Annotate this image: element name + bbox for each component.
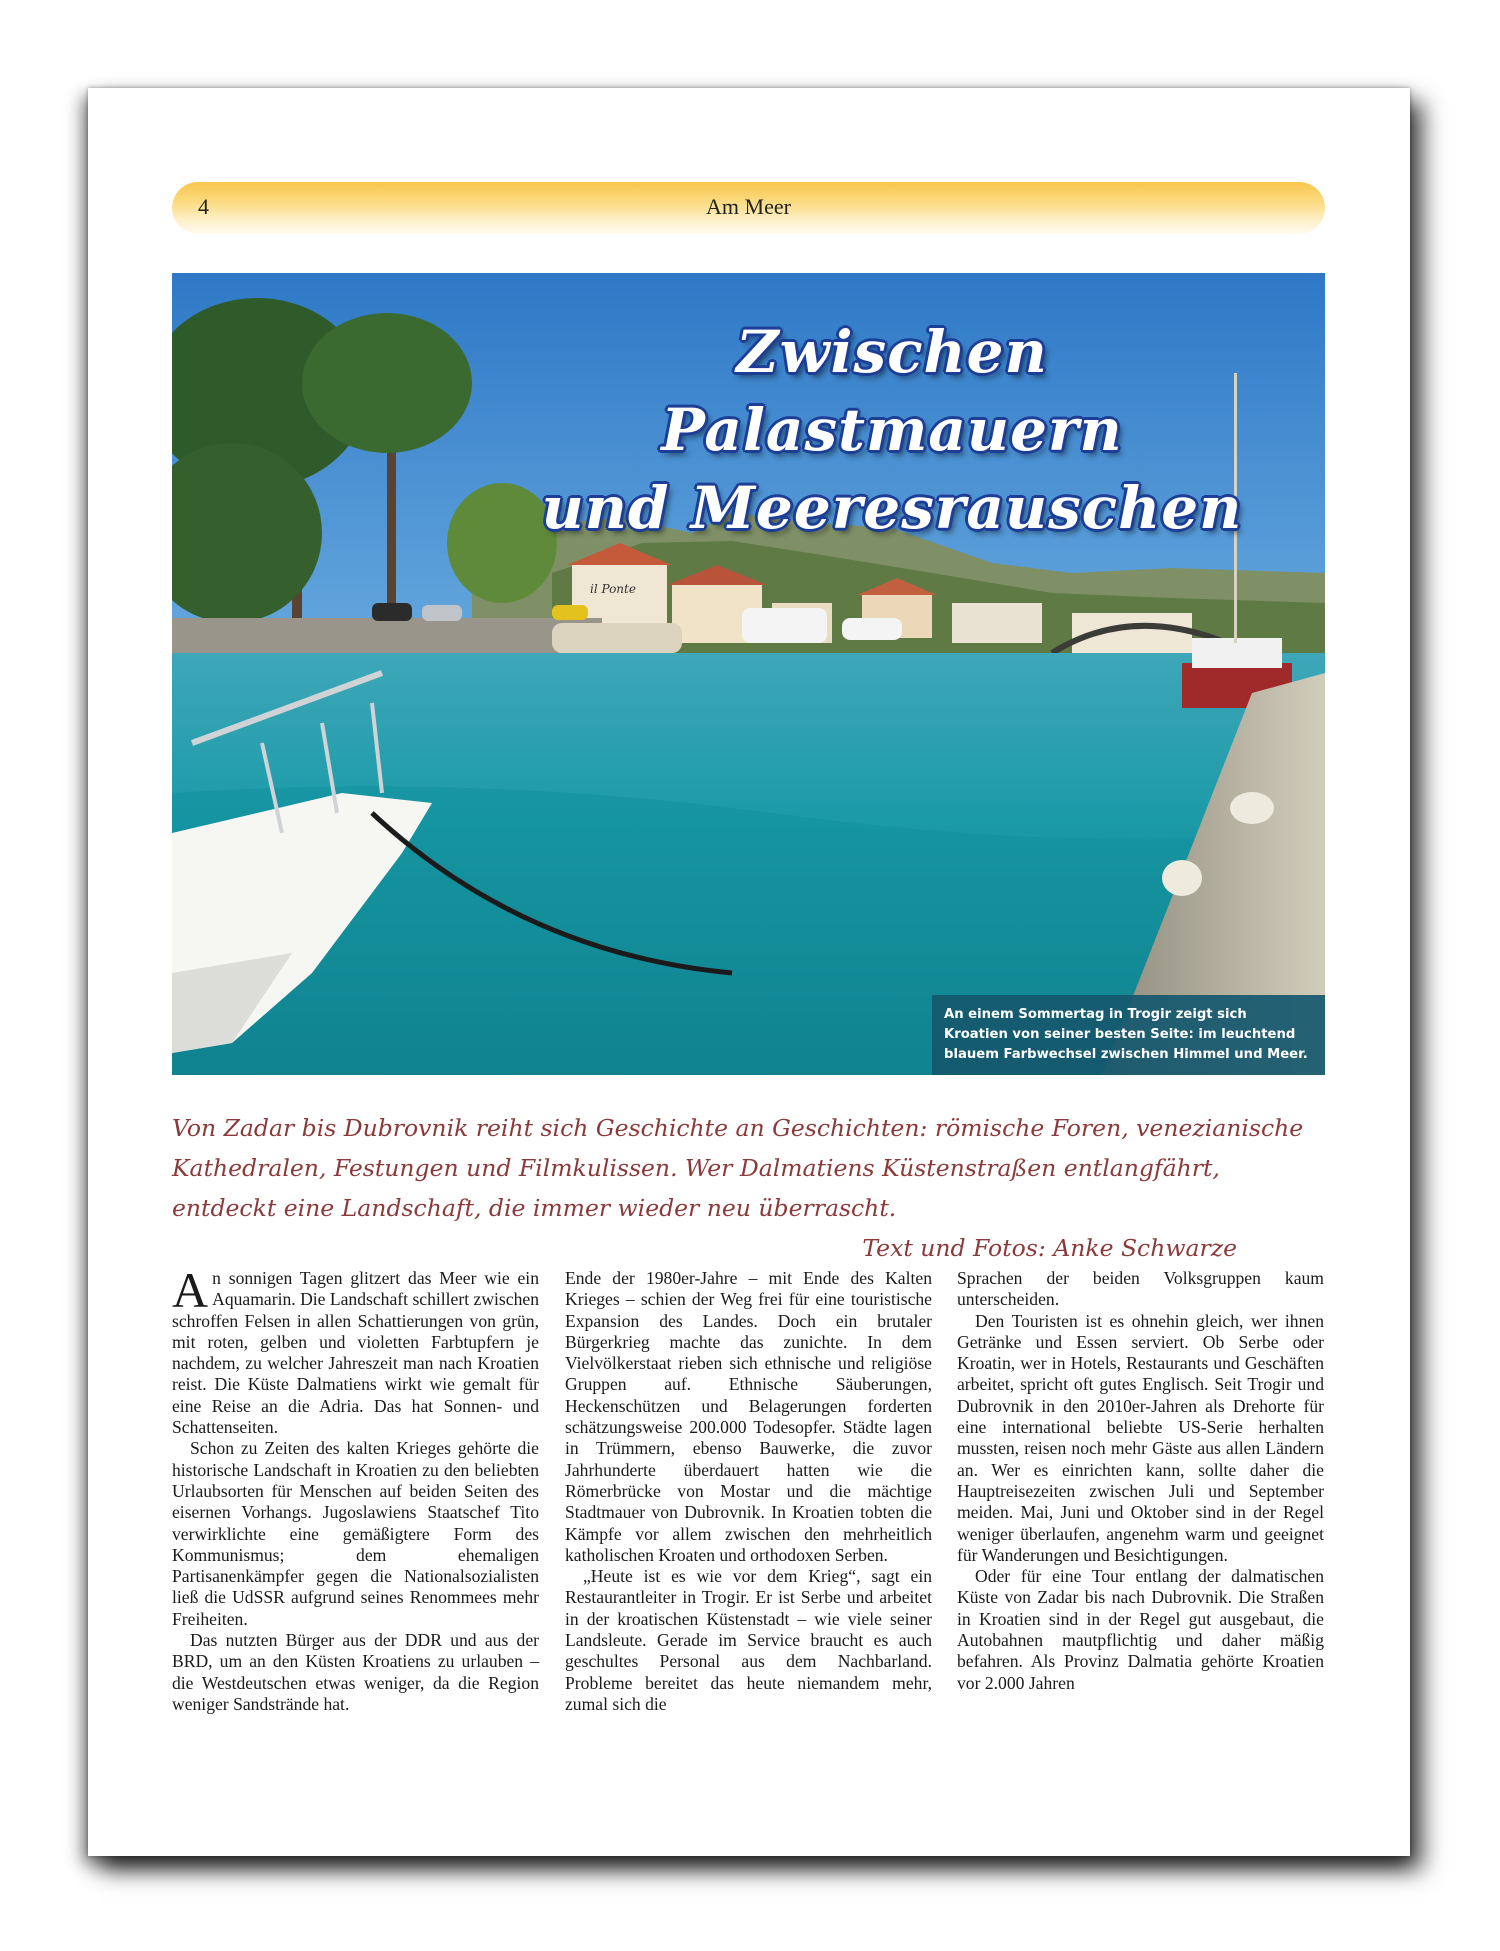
body-paragraph: Das nutzten Bürger aus der DDR und aus der BRD, um an den Küsten Kroatiens zu urlauben – die Westdeutschen etwas weniger, da die Region weniger Sandstrände hat.	[172, 1630, 539, 1714]
restaurant-sign: il Ponte	[590, 582, 636, 596]
page-header-bar	[172, 182, 1325, 234]
text-column-1	[172, 1262, 539, 1715]
title-line-1: Zwischen Palastmauern	[661, 318, 1123, 464]
lead-text: Von Zadar bis Dubrovnik reiht sich Geschichte an Geschichten: römische Foren, venezianische Kathedralen, Festungen und Filmkulissen. Wer Dalmatiens Küstenstraßen entlangfährt, entdeckt eine Landschaft, die immer wieder neu überrascht.	[172, 1114, 1304, 1222]
magazine-page	[88, 88, 1410, 1856]
text-column-3	[957, 1268, 1324, 1694]
body-paragraph: Den Touristen ist es ohnehin gleich, wer ihnen Getränke und Essen serviert. Ob Serbe oder Kroatin, wer in Hotels, Restaurants und Geschäften arbeitet, spricht oft gutes Englisch. Seit Trogir und Dubrovnik in den 2010er-Jahren als Drehorte für eine international beliebte US-Serie herhalten mussten, reisen noch mehr Gäste aus allen Ländern an. Wer es einrichten kann, sollte daher die Hauptreisezeiten zwischen Juli und September meiden. Mai, Juni und Oktober sind in der Regel weniger überlaufen, angenehm warm und geeignet für Wanderungen und Besichtigungen.	[957, 1310, 1324, 1565]
author-credit: Text und Fotos: Anke Schwarze	[862, 1234, 1237, 1262]
harbor-photo	[172, 273, 1325, 1075]
body-paragraph: Oder für eine Tour entlang der dalmatischen Küste von Zadar bis nach Dubrovnik. Die Straßen in Kroatien sind in der Regel gut ausgebaut, die Autobahnen mautpflichtig und daher mäßig befahren. Als Provinz Dalmatia gehörte Kroatien vor 2.000 Jahren	[957, 1566, 1324, 1693]
section-title: Am Meer	[706, 194, 791, 219]
lead-paragraph	[172, 1108, 1325, 1268]
body-paragraph: „Heute ist es wie vor dem Krieg“, sagt ein Restaurantleiter in Trogir. Er ist Serbe und arbeitet in der kroatischen Küstenstadt – wie viele seiner Landsleute. Gerade im Service braucht es auch geschultes Personal aus dem Nachbarland. Probleme bereitet das heute niemandem mehr, zumal sich die	[565, 1566, 932, 1714]
drop-cap: A	[172, 1262, 209, 1318]
body-paragraph: Schon zu Zeiten des kalten Krieges gehörte die historische Landschaft in Kroatien zu den beliebten Urlaubsorten für Menschen auf beiden Seiten des eisernen Vorhangs. Jugoslawiens Staatschef Tito verwirklichte eine gemäßigtere Form des Kommunismus; dem ehemaligen Partisanenkämpfer gegen die Nationalsozialisten ließ die UdSSR aufgrund seines Renommees mehr Freiheiten.	[172, 1438, 539, 1629]
page-number: 4	[198, 194, 209, 219]
photo-caption: An einem Sommertag in Trogir zeigt sich Kroatien von seiner besten Seite: im leuchtend blauem Farbwechsel zwischen Himmel und Meer.	[932, 995, 1325, 1075]
article-title	[502, 313, 1282, 547]
text-column-2	[565, 1268, 932, 1715]
body-paragraph: Ende der 1980er-Jahre – mit Ende des Kalten Krieges – schien der Weg frei für eine touristische Expansion des Landes. Doch ein brutaler Bürgerkrieg machte das zunichte. In dem Vielvölkerstaat rieben sich ethnische und religiöse Gruppen auf. Ethnische Säuberungen, Heckenschützen und Belagerungen forderten schätzungsweise 200.000 Todesopfer. Städte lagen in Trümmern, ebenso Bauwerke, die zuvor Jahrhunderte überdauert hatten wie die Römerbrücke von Mostar und die mächtige Stadtmauer von Dubrovnik. In Kroatien tobten die Kämpfe vor allem zwischen den mehrheitlich katholischen Kroaten und orthodoxen Serben.	[565, 1268, 932, 1565]
body-paragraph: n sonnigen Tagen glitzert das Meer wie ein Aquamarin. Die Landschaft schillert zwischen schroffen Felsen in allen Schattierungen von grün, mit roten, gelben und violetten Farbtupfern je nachdem, zu welcher Jahreszeit man nach Kroatien reist. Die Küste Dalmatiens wirkt wie gemalt für eine Reise an die Adria. Das hat Sonnen- und Schattenseiten.	[172, 1268, 539, 1438]
title-line-2: und Meeresrauschen	[541, 474, 1243, 542]
body-paragraph: Sprachen der beiden Volksgruppen kaum unterscheiden.	[957, 1268, 1324, 1310]
